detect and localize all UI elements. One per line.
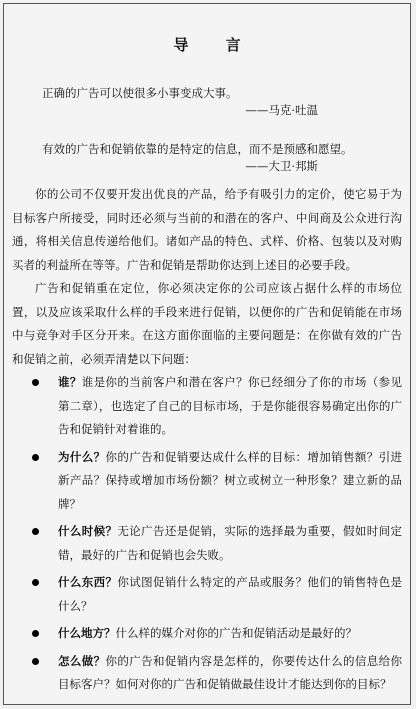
- list-item: [4, 571, 410, 618]
- list-item: [4, 520, 410, 567]
- bullet-dot-icon: [32, 528, 39, 535]
- list-item-keyword: 什么地方？: [58, 626, 116, 640]
- list-item: [4, 446, 410, 517]
- list-item: [4, 371, 410, 442]
- bullet-dot-icon: [32, 658, 39, 665]
- body-paragraph-2: 广告和促销重在定位，你必须决定你的公司应该占据什么样的市场位置，以及应该采取什么样的手段来进行促销，以便你的广告和促销能在市场中与竞争对手区分开来。在这方面你面临的主要问题是：在你做有效的广告和促销之前，必须弄清楚以下问题：: [12, 281, 402, 366]
- list-item-keyword: 谁？: [58, 375, 82, 389]
- list-item-keyword: 怎么做？: [58, 653, 106, 668]
- list-item-text: 你的广告和促销内容是怎样的，你要传达什么的信息给你目标客户？如何对你的广告和促销做最佳设计才能达到你的目标？: [58, 653, 402, 691]
- bullet-dot-icon: [32, 379, 39, 386]
- epigraph-quote-2: 有效的广告和促销依靠的是特定的信息，而不是预感和愿望。: [42, 142, 353, 156]
- list-item-keyword: 什么时候？: [58, 524, 118, 538]
- page-title: 导 言: [173, 36, 257, 54]
- bullet-dot-icon: [32, 454, 39, 461]
- body-paragraph-1: 你的公司不仅要开发出优良的产品，给予有吸引力的定价，使它易于为目标客户所接受，同时还必须与当前的和潜在的客户、中间商及公众进行沟通，将相关信息传递给他们。诸如产品的特色、式样、价格、包装以及对购买者的利益所在等等。广告和促销是帮助你达到上述目的必要手段。: [12, 187, 402, 272]
- list-item-text: 你的广告和促销要达成什么样的目标：增加销售额？引进新产品？保持或增加市场份额？树立或树立一种形象？建立新的品牌？: [58, 449, 402, 511]
- epigraph-author-2: ——大卫·邦斯: [245, 159, 318, 173]
- epigraph-author-1: ——马克·吐温: [245, 103, 318, 117]
- document-page: [3, 3, 411, 705]
- epigraph-quote-1: 正确的广告可以使很多小事变成大事。: [42, 86, 238, 100]
- question-list: [4, 371, 410, 697]
- list-item-text: 谁是你的当前客户和潜在客户？你已经细分了你的市场（参见第二章），也选定了自己的目标市场，于是你能很容易确定出你的广告和促销针对着谁的。: [58, 375, 402, 436]
- list-item-text: 什么样的媒介对你的广告和促销活动是最好的？: [115, 626, 357, 640]
- bullet-dot-icon: [32, 579, 39, 586]
- list-item-text: 无论广告还是促销，实际的选择最为重要，假如时间定错，最好的广告和促销也会失败。: [58, 524, 402, 562]
- list-item: [4, 622, 410, 646]
- list-item: [4, 650, 410, 697]
- list-item-text: 你试图促销什么特定的产品或服务？他们的销售特色是什么？: [58, 575, 402, 613]
- bullet-dot-icon: [32, 630, 39, 637]
- list-item-keyword: 为什么？: [58, 449, 106, 464]
- list-item-keyword: 什么东西？: [58, 575, 118, 589]
